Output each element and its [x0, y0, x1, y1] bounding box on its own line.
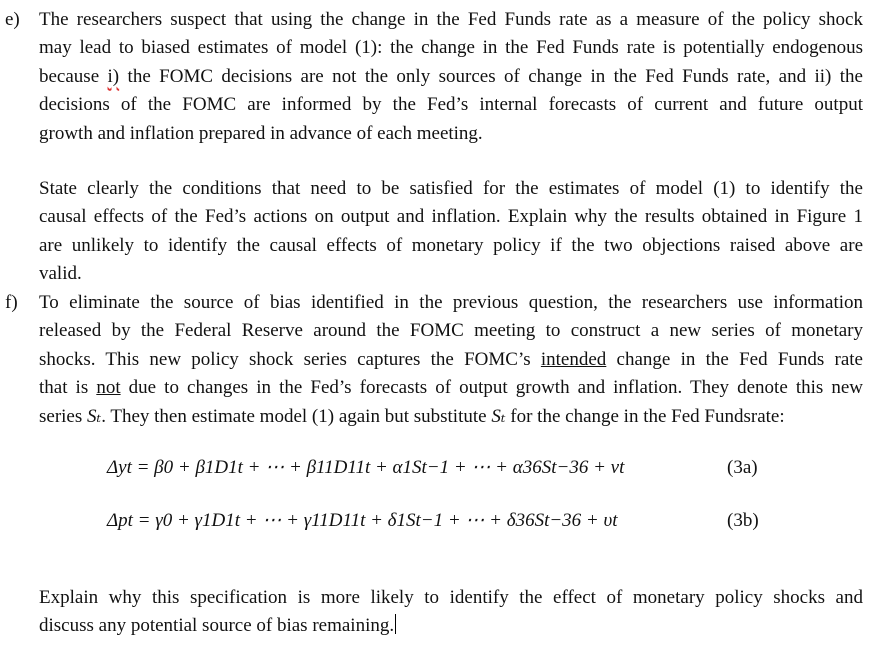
text-line: growth and inflation prepared in advance of each meeting. [39, 122, 483, 144]
math-symbol-st: Sₜ [87, 405, 102, 427]
text-line: Explain why this specification is more likely to identify the effect of monetary policy shocks and [39, 587, 863, 608]
text-line: State clearly the conditions that need to be satisfied for the estimates of model (1) to identify the [39, 178, 863, 199]
question-e-paragraph-2 [39, 175, 863, 289]
text-span: series [39, 405, 88, 427]
equation-label-3b: (3b) [727, 510, 759, 531]
text-span: due to changes in the Fed’s forecasts of output growth and inflation. They denote this new [120, 377, 863, 399]
text-line: are unlikely to identify the causal effects of monetary policy if the two objections raised above are [39, 234, 863, 256]
question-f-paragraph-1 [39, 289, 863, 431]
math-symbol-st: Sₜ [491, 405, 506, 427]
spellcheck-underlined-word[interactable]: i) [107, 65, 120, 87]
text-line: may lead to biased estimates of model (1): the change in the Fed Funds rate is potentially endogenous [39, 37, 863, 59]
question-e-paragraph-1 [39, 6, 863, 148]
text-line [39, 63, 863, 91]
underlined-word-not: not [96, 377, 121, 399]
text-span: shocks. This new policy shock series captures the FOMC’s [39, 348, 541, 370]
text-span: for the change in the Fed Fundsrate: [505, 405, 785, 427]
equation-label-3a: (3a) [727, 457, 758, 478]
text-line [39, 374, 863, 402]
text-line [39, 403, 863, 431]
text-line: released by the Federal Reserve around the FOMC meeting to construct a new series of monetary [39, 320, 863, 342]
text-span: the FOMC decisions are not the only sources of change in the Fed Funds rate, and ii) the [119, 65, 863, 87]
text-line: decisions of the FOMC are informed by the Fed’s internal forecasts of current and future output [39, 94, 863, 116]
question-e-marker: e) [5, 9, 20, 30]
text-line[interactable] [39, 612, 863, 640]
question-f-marker: f) [5, 292, 18, 313]
text-line: To eliminate the source of bias identified in the previous question, the researchers use information [39, 292, 863, 313]
underlined-word-intended: intended [540, 348, 607, 370]
text-line: valid. [39, 263, 82, 285]
text-span: discuss any potential source of bias remaining. [39, 615, 395, 637]
text-span: change in the Fed Funds rate [606, 348, 863, 370]
text-cursor [395, 614, 396, 634]
text-span: that is [39, 377, 97, 399]
text-span: . They then estimate model (1) again but substitute [101, 405, 492, 427]
equation-3b: Δpt = γ0 + γ1D1t + ⋯ + γ11D11t + δ1St−1 + ⋯ + δ36St−36 + υt [107, 510, 618, 531]
text-line: The researchers suspect that using the change in the Fed Funds rate as a measure of the policy shock [39, 9, 863, 30]
text-line [39, 346, 863, 374]
equation-3a: Δyt = β0 + β1D1t + ⋯ + β11D11t + α1St−1 + ⋯ + α36St−36 + νt [107, 457, 625, 478]
text-line: causal effects of the Fed’s actions on output and inflation. Explain why the results obtained in Figure 1 [39, 206, 863, 228]
question-f-paragraph-2 [39, 584, 863, 641]
text-span: because [39, 65, 108, 87]
